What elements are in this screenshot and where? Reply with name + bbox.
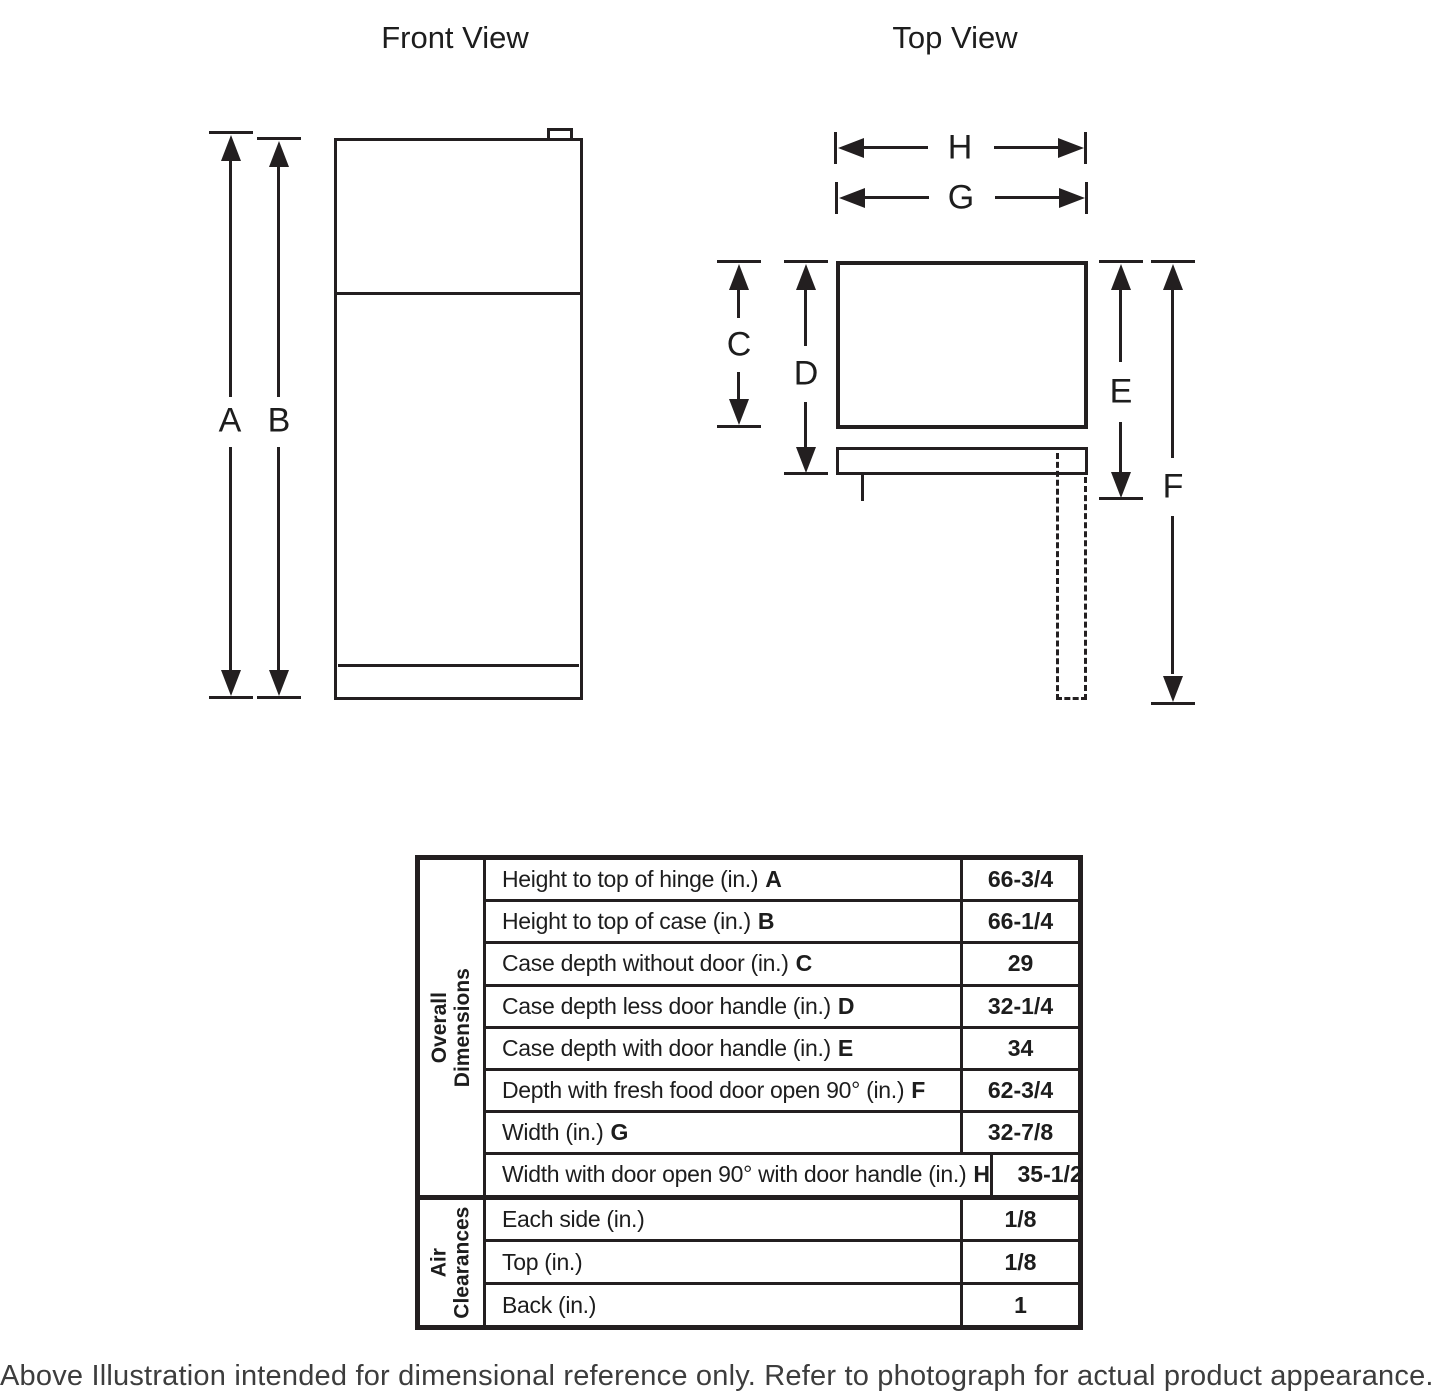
table-row <box>486 860 1078 902</box>
dim-h-left-tick <box>834 132 837 164</box>
dim-c-shaft-lower <box>737 372 740 400</box>
row-label-text: Height to top of hinge (in.) <box>502 866 759 893</box>
dim-label-g: G <box>947 178 975 217</box>
dim-e-shaft-lower <box>1119 422 1122 474</box>
row-value: 1/8 <box>960 1242 1078 1282</box>
dim-f-top-cap <box>1151 260 1195 263</box>
dim-e-bottom-cap <box>1099 497 1143 500</box>
row-value: 1/8 <box>960 1200 1078 1240</box>
row-value: 34 <box>960 1029 1078 1068</box>
row-label <box>486 1113 960 1152</box>
row-label <box>486 902 960 941</box>
table-row <box>486 1155 1083 1194</box>
dim-g-arrowhead-right <box>1059 188 1085 208</box>
dim-label-b: B <box>267 401 291 440</box>
overall-dimensions-header <box>420 860 486 1195</box>
dim-d-arrowhead-down <box>796 447 816 473</box>
dim-h-right-tick <box>1084 132 1087 164</box>
row-label <box>486 987 960 1026</box>
dimensions-table <box>415 855 1083 1330</box>
dim-d-bottom-cap <box>784 472 828 475</box>
row-value: 29 <box>960 944 1078 983</box>
table-row <box>486 987 1078 1029</box>
dim-f-arrowhead-down <box>1163 676 1183 702</box>
overall-dimensions-rows <box>486 860 1083 1195</box>
row-label-text: Height to top of case (in.) <box>502 908 751 935</box>
row-label-text: Case depth less door handle (in.) <box>502 992 831 1019</box>
table-row <box>486 1113 1078 1155</box>
row-label <box>486 944 960 983</box>
table-row <box>486 1242 1078 1285</box>
dim-c-shaft-upper <box>737 288 740 318</box>
row-label-text: Top (in.) <box>502 1248 583 1275</box>
kickplate-line <box>338 664 579 667</box>
header-line1: Overall <box>427 991 451 1063</box>
case-top-outline <box>836 261 1088 429</box>
row-dim-letter: E <box>837 1034 853 1061</box>
dim-h-arrowhead-left <box>838 138 864 158</box>
dim-a-top-cap <box>209 131 253 134</box>
air-clearances-section <box>420 1200 1078 1325</box>
dim-label-c: C <box>726 325 752 364</box>
dim-g-arrowhead-left <box>839 188 865 208</box>
row-label <box>486 860 960 899</box>
door-hinge-tick <box>861 475 864 501</box>
table-row <box>486 1029 1078 1071</box>
row-label <box>486 1285 960 1325</box>
dim-label-f: F <box>1162 467 1184 506</box>
row-label <box>486 1242 960 1282</box>
freezer-divider-line <box>334 292 583 295</box>
door-swing-dashed-left <box>1056 453 1059 700</box>
dim-h-shaft-left <box>862 146 928 149</box>
dim-d-arrowhead-up <box>796 264 816 290</box>
row-dim-letter: A <box>765 866 782 893</box>
overall-dimensions-section <box>420 860 1083 1200</box>
dim-g-right-tick <box>1085 182 1088 214</box>
dim-a-shaft-upper <box>229 159 232 397</box>
dim-b-bottom-cap <box>257 696 301 699</box>
row-label-text: Case depth with door handle (in.) <box>502 1034 831 1061</box>
dim-f-arrowhead-up <box>1163 264 1183 290</box>
table-row <box>486 1285 1078 1325</box>
air-clearances-header <box>420 1200 486 1325</box>
dim-b-top-cap <box>257 137 301 140</box>
row-value: 32-7/8 <box>960 1113 1078 1152</box>
row-label-text: Case depth without door (in.) <box>502 950 789 977</box>
dim-f-shaft-lower <box>1171 516 1174 674</box>
footer-disclaimer: Above Illustration intended for dimensional reference only. Refer to photograph for actual product appearance. <box>0 1360 1434 1392</box>
dim-c-bottom-cap <box>717 425 761 428</box>
row-value: 62-3/4 <box>960 1071 1078 1110</box>
dim-d-shaft-upper <box>804 288 807 346</box>
row-dim-letter: C <box>795 950 812 977</box>
dim-d-top-cap <box>784 260 828 263</box>
row-value: 35-1/2 <box>990 1155 1108 1194</box>
header-line2: Dimensions <box>450 967 474 1087</box>
dim-f-shaft-upper <box>1171 288 1174 458</box>
row-value: 66-1/4 <box>960 902 1078 941</box>
table-row <box>486 1200 1078 1243</box>
dim-c-top-cap <box>717 260 761 263</box>
dim-a-arrowhead-down <box>221 670 241 696</box>
dim-e-top-cap <box>1099 260 1143 263</box>
row-value: 32-1/4 <box>960 987 1078 1026</box>
dim-label-d: D <box>793 354 819 393</box>
row-dim-letter: D <box>837 992 855 1019</box>
dim-a-bottom-cap <box>209 696 253 699</box>
row-label-text: Each side (in.) <box>502 1205 645 1232</box>
fridge-front-outline <box>334 138 583 700</box>
dim-f-bottom-cap <box>1151 702 1195 705</box>
row-label <box>486 1155 990 1194</box>
dim-b-arrowhead-up <box>269 141 289 167</box>
front-view-title: Front View <box>381 20 529 55</box>
dim-a-arrowhead-up <box>221 135 241 161</box>
row-label <box>486 1029 960 1068</box>
row-dim-letter: B <box>757 908 775 935</box>
row-label-text: Depth with fresh food door open 90° (in.) <box>502 1077 905 1104</box>
door-swing-dashed-right <box>1084 477 1087 700</box>
row-dim-letter: H <box>973 1161 990 1188</box>
dim-label-h: H <box>947 128 973 167</box>
fridge-top-hinge <box>547 128 573 141</box>
row-label-text: Width (in.) <box>502 1119 604 1146</box>
top-view-title: Top View <box>892 20 1018 55</box>
dim-g-left-tick <box>835 182 838 214</box>
row-label <box>486 1071 960 1110</box>
dim-label-e: E <box>1109 372 1133 411</box>
dim-label-a: A <box>218 401 242 440</box>
row-label <box>486 1200 960 1240</box>
dim-e-arrowhead-down <box>1111 472 1131 498</box>
dim-g-shaft-right <box>995 196 1061 199</box>
dim-d-shaft-lower <box>804 402 807 448</box>
row-label-text: Width with door open 90° with door handle (in.) <box>502 1161 967 1188</box>
dim-b-arrowhead-down <box>269 670 289 696</box>
row-label-text: Back (in.) <box>502 1291 597 1318</box>
dim-e-arrowhead-up <box>1111 264 1131 290</box>
dim-b-shaft-upper <box>277 165 280 397</box>
row-dim-letter: F <box>911 1077 925 1104</box>
row-value: 66-3/4 <box>960 860 1078 899</box>
dim-c-arrowhead-down <box>729 399 749 425</box>
dim-c-arrowhead-up <box>729 264 749 290</box>
air-clearances-rows <box>486 1200 1078 1325</box>
dim-a-shaft-lower <box>229 447 232 672</box>
dim-e-shaft-upper <box>1119 288 1122 362</box>
header-line1: Air <box>427 1247 451 1277</box>
door-swing-dashed-bottom <box>1056 697 1087 700</box>
row-dim-letter: G <box>610 1119 629 1146</box>
dim-b-shaft-lower <box>277 447 280 672</box>
air-clearances-header-text <box>429 1206 474 1318</box>
table-row <box>486 902 1078 944</box>
dim-g-shaft-left <box>863 196 929 199</box>
header-line2: Clearances <box>450 1206 474 1319</box>
door-top-outline <box>836 447 1088 475</box>
table-row <box>486 944 1078 986</box>
dim-h-arrowhead-right <box>1058 138 1084 158</box>
overall-dimensions-header-text <box>429 968 474 1087</box>
dim-h-shaft-right <box>994 146 1060 149</box>
table-row <box>486 1071 1078 1113</box>
row-value: 1 <box>960 1285 1078 1325</box>
